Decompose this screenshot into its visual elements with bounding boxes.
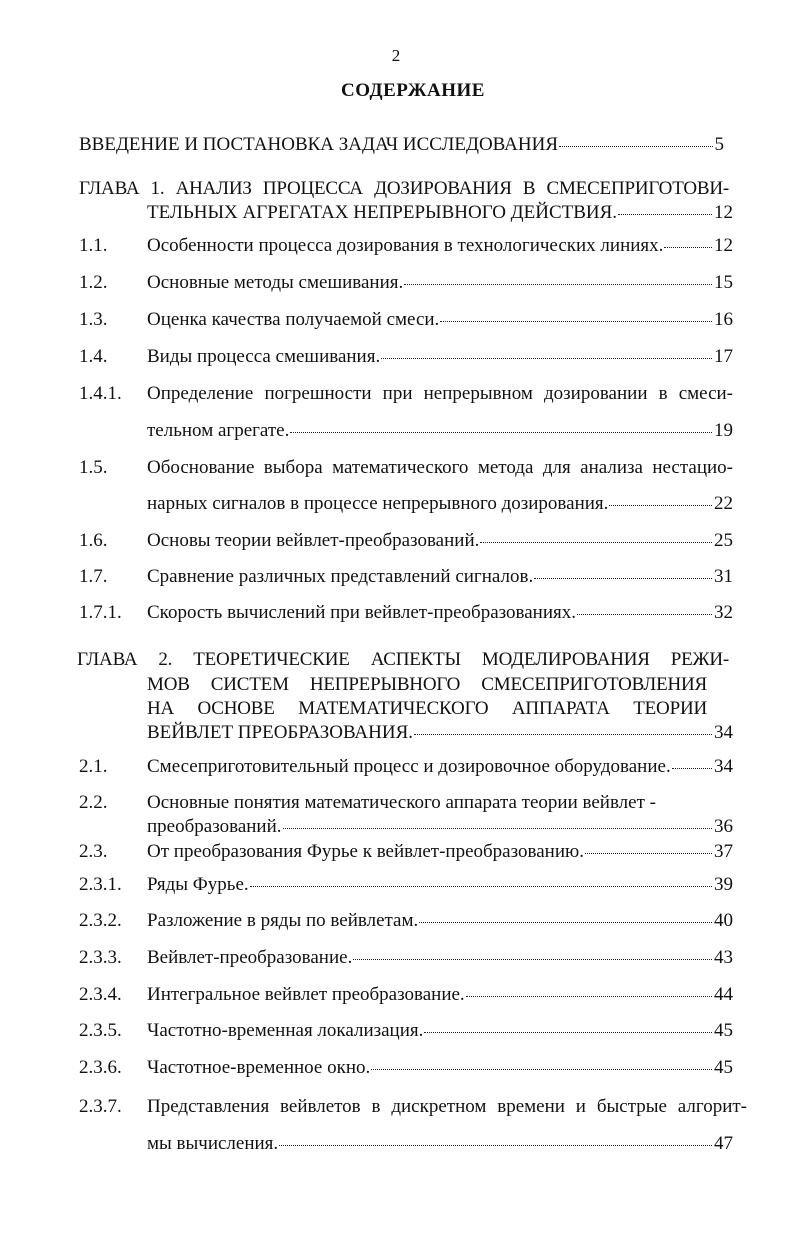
toc-page-number: 31 xyxy=(714,566,733,587)
toc-entry xyxy=(147,984,733,1006)
toc-entry xyxy=(147,910,733,932)
toc-entry-text: Вейвлет-преобразование. xyxy=(147,947,353,968)
toc-entry xyxy=(147,235,733,257)
toc-page-number: 45 xyxy=(714,1020,733,1041)
toc-page-number: 44 xyxy=(714,984,733,1005)
leader-dots xyxy=(609,505,712,506)
toc-entry-intro xyxy=(79,134,724,156)
toc-entry-text: ТЕЛЬНЫХ АГРЕГАТАХ НЕПРЕРЫВНОГО ДЕЙСТВИЯ. xyxy=(147,202,618,223)
toc-item-number: 1.2. xyxy=(79,272,108,293)
leader-dots xyxy=(414,734,712,735)
toc-item-number: 1.4. xyxy=(79,346,108,367)
toc-item-number: 1.4.1. xyxy=(79,383,122,404)
leader-dots xyxy=(419,922,712,923)
toc-entry-text: Особенности процесса дозирования в технологических линиях. xyxy=(147,235,664,256)
toc-entry-text: Сравнение различных представлений сигналов. xyxy=(147,566,534,587)
toc-page-number: 37 xyxy=(714,841,733,862)
toc-entry xyxy=(147,309,733,331)
toc-entry-text: Основы теории вейвлет-преобразований. xyxy=(147,530,480,551)
toc-entry-text: ВЕЙВЛЕТ ПРЕОБРАЗОВАНИЯ. xyxy=(147,722,414,743)
toc-page-number: 16 xyxy=(714,309,733,330)
toc-item-number: 2.2. xyxy=(79,792,108,813)
toc-page-number: 12 xyxy=(714,235,733,256)
toc-item-number: 1.1. xyxy=(79,235,108,256)
toc-entry-text: ВВЕДЕНИЕ И ПОСТАНОВКА ЗАДАЧ ИССЛЕДОВАНИЯ xyxy=(79,134,558,155)
toc-item-number: 2.3.6. xyxy=(79,1057,122,1078)
chapter2-heading-line1: ГЛАВА 2. ТЕОРЕТИЧЕСКИЕ АСПЕКТЫ МОДЕЛИРОВАНИЯ РЕЖИ- xyxy=(77,649,729,670)
leader-dots xyxy=(534,578,712,579)
toc-page-number: 32 xyxy=(714,602,733,623)
leader-dots xyxy=(672,768,712,769)
toc-page-number: 12 xyxy=(714,202,733,223)
toc-entry-chapter1 xyxy=(147,202,733,224)
toc-item-number: 2.3. xyxy=(79,841,108,862)
toc-page-number: 34 xyxy=(714,722,733,743)
toc-entry-text: Смесеприготовительный процесс и дозировочное оборудование. xyxy=(147,756,671,777)
toc-item-number: 2.3.7. xyxy=(79,1096,122,1117)
toc-entry xyxy=(147,947,733,969)
toc-entry xyxy=(147,420,733,442)
toc-page-number: 22 xyxy=(714,493,733,514)
toc-entry-text: нарных сигналов в процессе непрерывного дозирования. xyxy=(147,493,609,514)
toc-item-number: 1.7. xyxy=(79,566,108,587)
toc-page-number: 39 xyxy=(714,874,733,895)
toc-entry xyxy=(147,1020,733,1042)
leader-dots xyxy=(290,432,712,433)
toc-entry-text: От преобразования Фурье к вейвлет-преобразованию. xyxy=(147,841,584,862)
chapter1-heading-line1: ГЛАВА 1. АНАЛИЗ ПРОЦЕССА ДОЗИРОВАНИЯ В СМЕСЕПРИГОТОВИ- xyxy=(79,178,729,199)
toc-entry-text: преобразований. xyxy=(147,816,282,837)
toc-entry-chapter2 xyxy=(147,722,733,744)
toc-entry xyxy=(147,346,733,368)
toc-entry xyxy=(147,530,733,552)
toc-entry-text: Основные методы смешивания. xyxy=(147,272,404,293)
toc-item-number: 2.3.3. xyxy=(79,947,122,968)
toc-item-number: 1.3. xyxy=(79,309,108,330)
toc-entry-text: Виды процесса смешивания. xyxy=(147,346,381,367)
chapter2-heading-line2: МОВ СИСТЕМ НЕПРЕРЫВНОГО СМЕСЕПРИГОТОВЛЕНИЯ xyxy=(147,674,707,695)
toc-entry xyxy=(147,493,733,515)
toc-page-number: 47 xyxy=(714,1133,733,1154)
toc-entry-text: Частотно-временная локализация. xyxy=(147,1020,424,1041)
toc-entry xyxy=(147,756,733,778)
toc-item-number: 2.3.1. xyxy=(79,874,122,895)
toc-item-number: 2.3.4. xyxy=(79,984,122,1005)
toc-page-number: 17 xyxy=(714,346,733,367)
toc-page-number: 36 xyxy=(714,816,733,837)
toc-entry xyxy=(147,566,733,588)
toc-page-number: 34 xyxy=(714,756,733,777)
chapter2-heading-line3: НА ОСНОВЕ МАТЕМАТИЧЕСКОГО АППАРАТА ТЕОРИИ xyxy=(147,698,707,719)
toc-entry-text-line1: Определение погрешности при непрерывном дозировании в смеси- xyxy=(147,383,733,404)
toc-page-number: 40 xyxy=(714,910,733,931)
toc-page-number: 5 xyxy=(714,134,724,155)
toc-item-number: 1.7.1. xyxy=(79,602,122,623)
leader-dots xyxy=(279,1145,712,1146)
toc-entry-text: Частотное-временное окно. xyxy=(147,1057,371,1078)
leader-dots xyxy=(381,358,712,359)
toc-entry-text: Ряды Фурье. xyxy=(147,874,249,895)
leader-dots xyxy=(440,321,712,322)
toc-item-number: 2.1. xyxy=(79,756,108,777)
toc-entry xyxy=(147,874,733,896)
toc-page-number: 45 xyxy=(714,1057,733,1078)
leader-dots xyxy=(480,542,712,543)
toc-entry-text-line1: Представления вейвлетов в дискретном времени и быстрые алгорит- xyxy=(147,1096,747,1117)
toc-item-number: 2.3.5. xyxy=(79,1020,122,1041)
leader-dots xyxy=(664,247,712,248)
toc-entry-text: Интегральное вейвлет преобразование. xyxy=(147,984,465,1005)
leader-dots xyxy=(371,1069,712,1070)
leader-dots xyxy=(424,1032,712,1033)
leader-dots xyxy=(585,853,712,854)
leader-dots xyxy=(283,828,712,829)
toc-entry-text: Оценка качества получаемой смеси. xyxy=(147,309,440,330)
toc-entry-text: мы вычисления. xyxy=(147,1133,279,1154)
leader-dots xyxy=(559,146,713,147)
toc-page-number: 15 xyxy=(714,272,733,293)
toc-entry-text: Скорость вычислений при вейвлет-преобразованиях. xyxy=(147,602,577,623)
toc-entry-text-line1: Основные понятия математического аппарата теории вейвлет - xyxy=(147,792,656,813)
toc-entry xyxy=(147,1133,733,1155)
page-title: СОДЕРЖАНИЕ xyxy=(341,80,485,101)
toc-page-number: 25 xyxy=(714,530,733,551)
toc-entry xyxy=(147,602,733,624)
toc-item-number: 1.6. xyxy=(79,530,108,551)
leader-dots xyxy=(577,614,712,615)
page-number: 2 xyxy=(391,46,401,65)
leader-dots xyxy=(404,284,712,285)
toc-entry-text: Разложение в ряды по вейвлетам. xyxy=(147,910,419,931)
leader-dots xyxy=(250,886,712,887)
toc-entry-text: тельном агрегате. xyxy=(147,420,290,441)
toc-page-number: 43 xyxy=(714,947,733,968)
leader-dots xyxy=(466,996,712,997)
toc-item-number: 1.5. xyxy=(79,457,108,478)
toc-item-number: 2.3.2. xyxy=(79,910,122,931)
leader-dots xyxy=(618,214,712,215)
toc-entry xyxy=(147,1057,733,1079)
toc-page-number: 19 xyxy=(714,420,733,441)
toc-entry xyxy=(147,816,733,838)
toc-entry xyxy=(147,272,733,294)
leader-dots xyxy=(353,959,712,960)
toc-entry-text-line1: Обоснование выбора математического метода для анализа нестацио- xyxy=(147,457,733,478)
toc-entry xyxy=(147,841,733,863)
